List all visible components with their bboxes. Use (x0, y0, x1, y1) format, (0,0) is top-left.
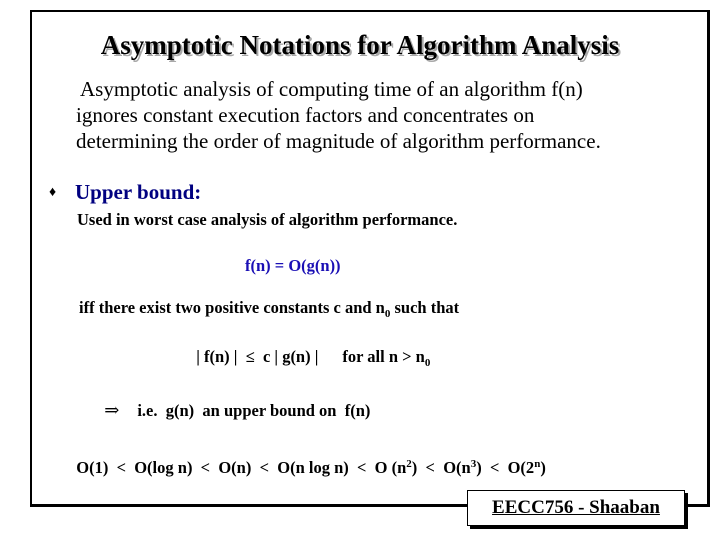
inequality-line (188, 327, 430, 367)
hierarchy-text: O(1) < O(log n) < O(n) < O(n log n) < O (n (76, 458, 407, 477)
inequality-subscript: 0 (424, 357, 431, 369)
footer-label: EECC756 - Shaaban (467, 490, 685, 526)
condition-text: iff there exist two positive constants c and n (79, 298, 385, 317)
inequality-lhs: | f(n) | ≤ c | g(n) | (196, 347, 319, 366)
big-o-formula: f(n) = O(g(n)) (245, 256, 341, 275)
hierarchy-text: ) < O(2 (476, 458, 535, 477)
upper-bound-heading: Upper bound: (75, 180, 202, 204)
intro-line: determining the order of magnitude of algorithm performance. (76, 129, 601, 153)
hierarchy-superscript: 2 (406, 458, 412, 470)
diamond-bullet-icon: ♦ (49, 185, 57, 200)
implication-text: i.e. g(n) an upper bound on f(n) (137, 401, 371, 420)
intro-line: Asymptotic analysis of computing time of an algorithm f(n) (80, 77, 583, 101)
condition-text-after: such that (390, 298, 460, 317)
hierarchy-text: ) < O(n (411, 458, 471, 477)
intro-line: ignores constant execution factors and concentrates on (76, 103, 535, 127)
implication-line (96, 380, 370, 421)
condition-subscript: 0 (384, 308, 391, 320)
hierarchy-superscript: n (534, 458, 541, 470)
bullet-description: Used in worst case analysis of algorithm performance. (77, 210, 458, 229)
condition-line (79, 298, 459, 318)
hierarchy-superscript: 3 (470, 458, 477, 470)
inequality-rhs: for all n > n (342, 347, 425, 366)
slide-title: Asymptotic Notations for Algorithm Analysis (100, 30, 620, 60)
implies-arrow-icon: ⇒ (104, 400, 120, 420)
complexity-hierarchy (68, 438, 546, 478)
hierarchy-text: ) (540, 458, 546, 477)
upper-bound-bullet (49, 180, 201, 205)
intro-paragraph (76, 76, 686, 154)
